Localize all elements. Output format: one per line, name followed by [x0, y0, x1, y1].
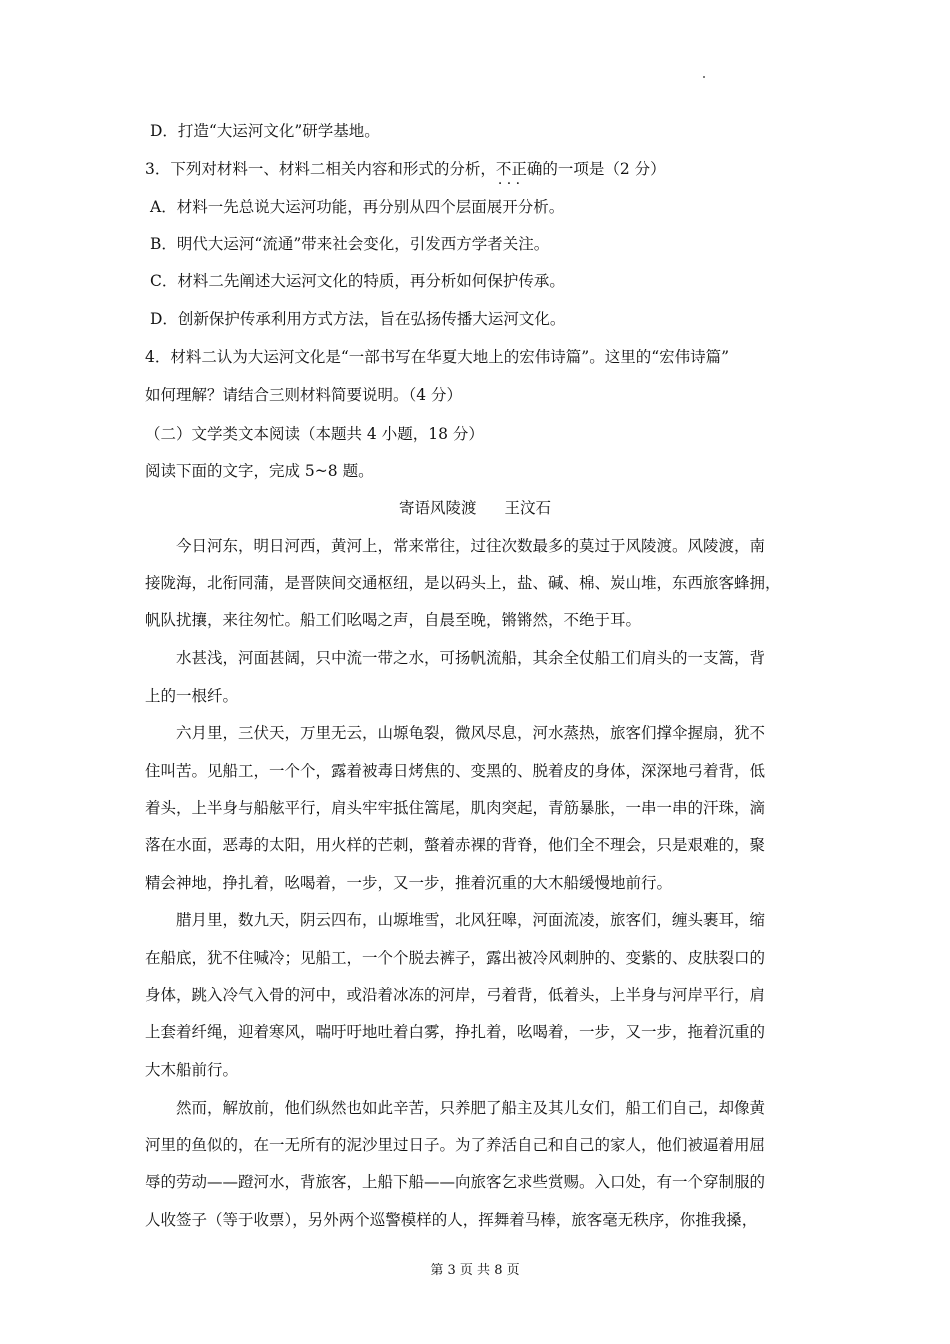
article-line: 落在水面，恶毒的太阳，用火样的芒刺，螫着赤裸的背脊，他们全不理会，只是艰难的，聚 — [145, 836, 766, 854]
article-line: 人收签子（等于收票），另外两个巡警模样的人，挥舞着马棒，旅客毫无秩序，你推我搡， — [145, 1211, 758, 1229]
article-author: 王汶石 — [504, 499, 552, 517]
stray-mark — [703, 76, 705, 78]
article-title: 寄语风陵渡 — [398, 499, 477, 517]
article-line: 帆队扰攘，来往匆忙。船工们吆喝之声，自晨至晚，锵锵然，不绝于耳。 — [145, 611, 642, 629]
article-line: 今日河东，明日河西，黄河上，常来常往，过往次数最多的莫过于风陵渡。风陵渡，南 — [176, 537, 766, 555]
article-line: 辱的劳动——蹬河水，背旅客，上船下船——向旅客乞求些赏赐。入口处，有一个穿制服的 — [145, 1173, 766, 1191]
section-2-instruction: 阅读下面的文字，完成 5~8 题。 — [145, 462, 374, 480]
article-line: 着头，上半身与船舷平行，肩头牢牢抵住篙尾，肌肉突起，青筋暴胀，一串一串的汗珠，滴 — [145, 799, 766, 817]
question-3-stem-after: 的一项是（2 分） — [542, 160, 666, 178]
article-line: 河里的鱼似的，在一无所有的泥沙里过日子。为了养活自己和自己的家人，他们被逼着用屈 — [145, 1136, 766, 1154]
article-line: 然而，解放前，他们纵然也如此辛苦，只养肥了船主及其儿女们，船工们自己，却像黄 — [176, 1099, 766, 1117]
article-line: 在船底，犹不住喊冷；见船工，一个个脱去裤子，露出被冷风刺肿的、变紫的、皮肤裂口的 — [145, 949, 766, 967]
question-3-emphasis: 不正确 · · · — [496, 160, 543, 178]
article-line: 腊月里，数九天，阴云四布，山塬堆雪，北风狂嗥，河面流凌，旅客们，缠头裹耳，缩 — [176, 911, 766, 929]
option-3d: D．创新保护传承利用方式方法，旨在弘扬传播大运河文化。 — [150, 310, 566, 328]
option-3c: C．材料二先阐述大运河文化的特质，再分析如何保护传承。 — [150, 272, 565, 290]
article-line: 精会神地，挣扎着，吆喝着，一步，又一步，推着沉重的大木船缓慢地前行。 — [145, 874, 673, 892]
question-4-line-2: 如何理解？请结合三则材料简要说明。（4 分） — [145, 386, 463, 404]
article-line: 上套着纤绳，迎着寒风，喘吁吁地吐着白雾，挣扎着，吆喝着，一步，又一步，拖着沉重的 — [145, 1023, 766, 1041]
page-footer: 第 3 页 共 8 页 — [430, 1263, 520, 1278]
option-3a: A．材料一先总说大运河功能，再分别从四个层面展开分析。 — [150, 198, 565, 216]
option-3b: B．明代大运河“流通”带来社会变化，引发西方学者关注。 — [150, 235, 550, 253]
section-2-heading: （二）文学类文本阅读（本题共 4 小题，18 分） — [145, 425, 484, 443]
article-title-line — [0, 498, 950, 518]
article-line: 接陇海，北衔同蒲，是晋陕间交通枢纽，是以码头上，盐、碱、棉、炭山堆，东西旅客蜂拥， — [145, 574, 781, 592]
article-line: 身体，跳入冷气入骨的河中，或沿着冰冻的河岸，弓着背，低着头，上半身与河岸平行，肩 — [145, 986, 766, 1004]
article-line: 大木船前行。 — [145, 1061, 239, 1079]
article-line: 住叫苦。见船工，一个个，露着被毒日烤焦的、变黑的、脱着皮的身体，深深地弓着背，低 — [145, 762, 766, 780]
option-2d: D．打造“大运河文化”研学基地。 — [150, 122, 380, 140]
question-3-stem-before: 3．下列对材料一、材料二相关内容和形式的分析， — [145, 160, 496, 178]
question-4-line-1: 4．材料二认为大运河文化是“一部书写在华夏大地上的宏伟诗篇”。这里的“宏伟诗篇” — [145, 348, 730, 366]
article-line: 水甚浅，河面甚阔，只中流一带之水，可扬帆流船，其余全仗船工们肩头的一支篙，背 — [176, 649, 766, 667]
question-3-stem — [145, 159, 810, 179]
article-line: 上的一根纤。 — [145, 687, 239, 705]
article-line: 六月里，三伏天，万里无云，山塬龟裂，微风尽息，河水蒸热，旅客们撑伞握扇，犹不 — [176, 724, 766, 742]
